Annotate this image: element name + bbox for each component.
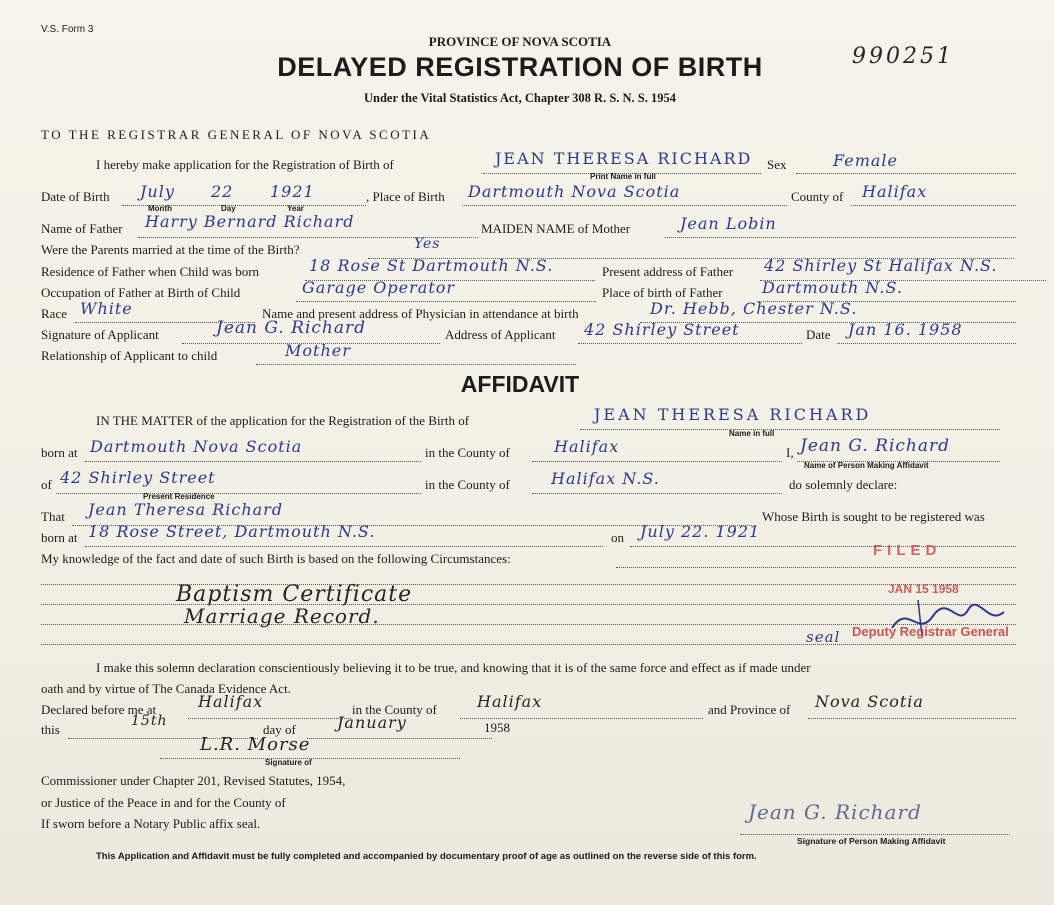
rule bbox=[665, 237, 1016, 238]
occupation: Garage Operator bbox=[302, 278, 456, 297]
label-place: , Place of Birth bbox=[366, 189, 445, 204]
dob-month: July bbox=[140, 182, 175, 201]
footer-note: This Application and Affidavit must be fully completed and accompanied by documentary proof of age as outlined on the reverse side of this form. bbox=[96, 851, 757, 862]
declared-day: 15th bbox=[131, 713, 168, 729]
label-apply: I hereby make application for the Registration of Birth of bbox=[96, 157, 394, 172]
rule bbox=[532, 461, 782, 462]
label-born-at: born at bbox=[41, 445, 78, 460]
label-born-at-2: born at bbox=[41, 530, 78, 545]
label-present-father: Present address of Father bbox=[602, 264, 734, 279]
page-title: DELAYED REGISTRATION OF BIRTH bbox=[277, 52, 763, 82]
birthplace-father: Dartmouth N.S. bbox=[762, 278, 903, 297]
registration-number: 990251 bbox=[852, 44, 954, 69]
married-value: Yes bbox=[414, 236, 441, 252]
declaration-line-1: I make this solemn declaration conscientiously believing it to be true, and knowing that it is of the same force and effect as if made under bbox=[96, 660, 811, 675]
label-married: Were the Parents married at the time of the Birth? bbox=[41, 242, 300, 257]
affiant-county: Halifax N.S. bbox=[551, 469, 660, 488]
label-of: of bbox=[41, 477, 52, 492]
affiant-residence: 42 Shirley Street bbox=[60, 468, 216, 487]
label-father: Name of Father bbox=[41, 221, 123, 236]
label-day-of: day of bbox=[263, 722, 296, 737]
label-race: Race bbox=[41, 306, 67, 321]
applicant-signature: Jean G. Richard bbox=[216, 318, 366, 338]
label-on: on bbox=[611, 530, 624, 545]
label-physician: Name and present address of Physician in attendance at birth bbox=[262, 306, 579, 321]
label-whose: Whose Birth is sought to be registered was bbox=[762, 509, 985, 524]
label-that: That bbox=[41, 509, 65, 524]
affidavit-county: Halifax bbox=[554, 437, 620, 456]
rule bbox=[85, 461, 421, 462]
commissioner-line: Commissioner under Chapter 201, Revised Statutes, 1954, bbox=[41, 773, 346, 788]
rule bbox=[296, 301, 596, 302]
application-date: Jan 16. 1958 bbox=[848, 320, 963, 339]
rule bbox=[188, 718, 351, 719]
affiant-name: Jean G. Richard bbox=[800, 436, 950, 456]
rule bbox=[56, 493, 421, 494]
residence-father: 18 Rose St Dartmouth N.S. bbox=[309, 256, 554, 275]
rule bbox=[808, 718, 1016, 719]
label-mother: MAIDEN NAME of Mother bbox=[481, 221, 631, 236]
dob-year: 1921 bbox=[270, 182, 315, 201]
relationship: Mother bbox=[285, 341, 351, 360]
rule bbox=[307, 738, 492, 739]
label-province: and Province of bbox=[708, 702, 791, 717]
born-at-address: 18 Rose Street, Dartmouth N.S. bbox=[88, 522, 376, 541]
rule bbox=[578, 343, 802, 344]
affiant-signature: Jean G. Richard bbox=[748, 800, 922, 824]
label-signature-of: Signature of bbox=[265, 758, 312, 767]
label-person-affidavit: Name of Person Making Affidavit bbox=[804, 461, 929, 470]
label-month: Month bbox=[148, 204, 172, 213]
rule bbox=[462, 205, 787, 206]
page-subtitle: Under the Vital Statistics Act, Chapter 308 R. S. N. S. 1954 bbox=[363, 91, 677, 105]
label-day: Day bbox=[221, 204, 236, 213]
form-number: V.S. Form 3 bbox=[41, 24, 94, 35]
label-name-in-full: Name in full bbox=[729, 429, 775, 438]
rule bbox=[740, 834, 1010, 835]
commissioner-signature: L.R. Morse bbox=[200, 734, 311, 755]
mother-name: Jean Lobin bbox=[680, 214, 777, 233]
father-name: Harry Bernard Richard bbox=[145, 212, 355, 231]
circumstance-marriage: Marriage Record. bbox=[184, 604, 380, 628]
label-date: Date bbox=[806, 327, 831, 342]
physician: Dr. Hebb, Chester N.S. bbox=[650, 299, 858, 318]
label-matter: IN THE MATTER of the application for the Registration of the Birth of bbox=[96, 413, 470, 428]
label-residence-father: Residence of Father when Child was born bbox=[41, 264, 260, 279]
province-heading: PROVINCE OF NOVA SCOTIA bbox=[428, 34, 612, 49]
present-address-father: 42 Shirley St Halifax N.S. bbox=[764, 256, 998, 275]
filed-stamp: FILED bbox=[873, 542, 942, 559]
dob-day: 22 bbox=[211, 182, 234, 201]
label-relationship: Relationship of Applicant to child bbox=[41, 348, 218, 363]
affidavit-born-at: Dartmouth Nova Scotia bbox=[90, 437, 303, 456]
race: White bbox=[80, 299, 133, 318]
label-i: I, bbox=[786, 445, 794, 460]
label-county: County of bbox=[791, 189, 844, 204]
filed-date-stamp: JAN 15 1958 bbox=[888, 582, 959, 596]
declared-month: January bbox=[337, 713, 407, 732]
notary-line: If sworn before a Notary Public affix seal. bbox=[41, 816, 261, 831]
label-declared: Declared before me at bbox=[41, 702, 157, 717]
label-year: Year bbox=[287, 204, 304, 213]
label-birthplace-father: Place of birth of Father bbox=[602, 285, 723, 300]
rule bbox=[851, 205, 1016, 206]
declared-year: 1958 bbox=[484, 720, 510, 735]
rule bbox=[85, 546, 603, 547]
justice-line: or Justice of the Peace in and for the County of bbox=[41, 795, 286, 810]
rule bbox=[616, 567, 1016, 568]
place-of-birth: Dartmouth Nova Scotia bbox=[468, 182, 681, 201]
deputy-registrar-stamp: Deputy Registrar General bbox=[852, 624, 1009, 639]
rule bbox=[796, 173, 1016, 174]
label-declare: do solemnly declare: bbox=[789, 477, 898, 492]
label-this: this bbox=[41, 722, 60, 737]
label-in-county-3: in the County of bbox=[352, 702, 437, 717]
label-knowledge: My knowledge of the fact and date of such Birth is based on the following Circumstances: bbox=[41, 551, 511, 566]
rule bbox=[532, 493, 782, 494]
label-print-name: Print Name in full bbox=[590, 172, 656, 181]
rule bbox=[580, 429, 1000, 430]
rule bbox=[256, 364, 576, 365]
label-address-applicant: Address of Applicant bbox=[445, 327, 556, 342]
that-name: Jean Theresa Richard bbox=[88, 500, 284, 519]
declaration-line-2: oath and by virtue of The Canada Evidence Act. bbox=[41, 681, 291, 696]
affidavit-title: AFFIDAVIT bbox=[460, 371, 580, 397]
rule bbox=[837, 343, 1016, 344]
declared-county: Halifax bbox=[477, 692, 543, 711]
rule bbox=[41, 644, 1016, 645]
applicant-address: 42 Shirley Street bbox=[584, 320, 740, 339]
child-name: JEAN THERESA RICHARD bbox=[495, 149, 753, 168]
county-of-birth: Halifax bbox=[862, 182, 928, 201]
seal-label: seal bbox=[806, 628, 841, 646]
born-on-date: July 22. 1921 bbox=[640, 522, 761, 541]
label-in-county-2: in the County of bbox=[425, 477, 510, 492]
rule bbox=[630, 546, 1016, 547]
label-in-county: in the County of bbox=[425, 445, 510, 460]
label-person-signature: Signature of Person Making Affidavit bbox=[797, 836, 946, 846]
declared-at: Halifax bbox=[198, 692, 264, 711]
declared-province: Nova Scotia bbox=[815, 692, 924, 711]
circumstance-baptism: Baptism Certificate bbox=[176, 582, 413, 607]
label-sex: Sex bbox=[767, 157, 787, 172]
label-sig-applicant: Signature of Applicant bbox=[41, 327, 159, 342]
affidavit-child-name: JEAN THERESA RICHARD bbox=[594, 405, 872, 424]
label-present-residence: Present Residence bbox=[143, 492, 215, 501]
to-registrar-line: TO THE REGISTRAR GENERAL OF NOVA SCOTIA bbox=[41, 127, 432, 142]
rule bbox=[460, 718, 703, 719]
sex-value: Female bbox=[833, 151, 898, 170]
label-occupation: Occupation of Father at Birth of Child bbox=[41, 285, 241, 300]
label-dob: Date of Birth bbox=[41, 189, 110, 204]
